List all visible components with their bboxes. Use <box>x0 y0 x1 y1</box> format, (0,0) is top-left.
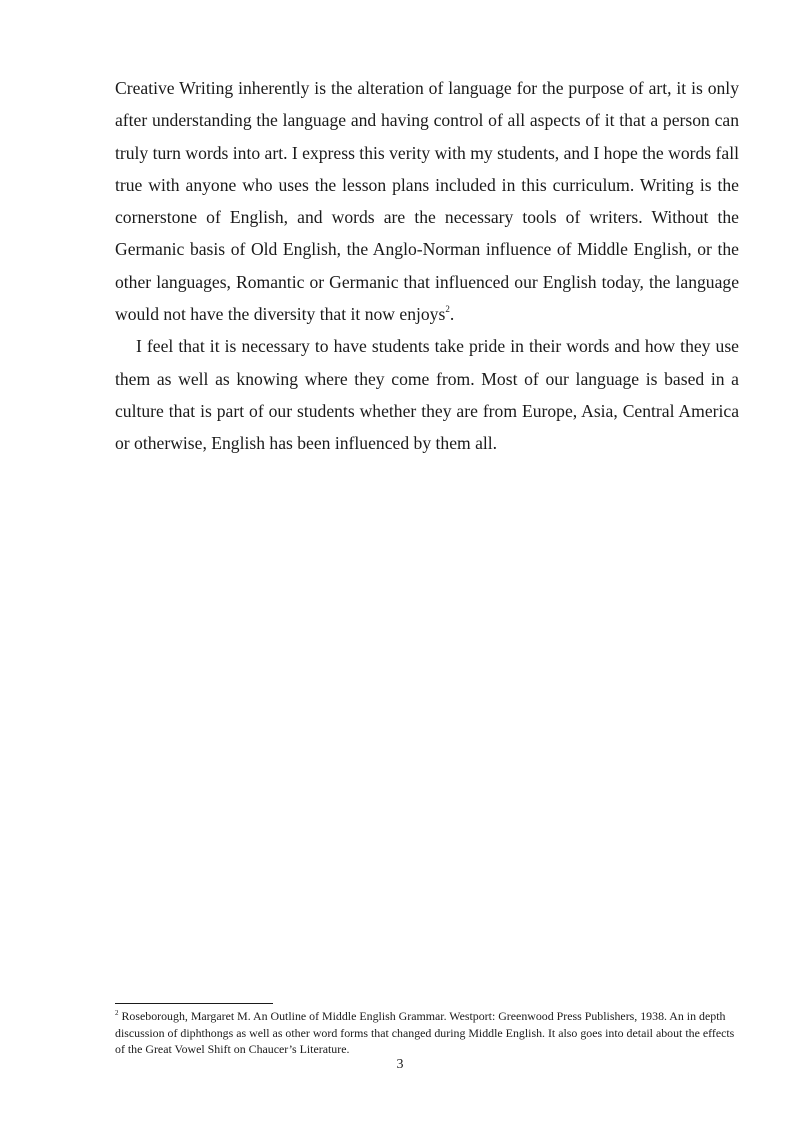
paragraph-1 <box>115 72 739 330</box>
footnote <box>115 1008 739 1058</box>
paragraph-1-text: Creative Writing inherently is the alteration of language for the purpose of art, it is only after understanding the language and having control of all aspects of it that a person can truly turn words into art. I express this verity with my students, and I hope the words fall true with anyone who uses the lesson plans included in this curriculum. Writing is the cornerstone of English, and words are the necessary tools of writers. Without the Germanic basis of Old English, the Anglo-Norman influence of Middle English, or the other languages, Romantic or Germanic that influenced our English today, the language would not have the diversity that it now enjoys <box>115 78 739 325</box>
page-number: 3 <box>396 1057 404 1072</box>
paragraph-2: I feel that it is necessary to have students take pride in their words and how they use them as well as knowing where they come from. Most of our language is based in a culture that is part of our students whether they are from Europe, Asia, Central America or otherwise, English has been influenced by them all. <box>115 336 739 454</box>
footnote-reference[interactable]: 2 <box>445 304 450 315</box>
body-text <box>115 72 739 460</box>
footnote-divider <box>115 1003 273 1004</box>
footnote-marker: 2 <box>115 1009 119 1018</box>
paragraph-1-tail: . <box>449 304 455 325</box>
footnote-text: Roseborough, Margaret M. An Outline of Middle English Grammar. Westport: Greenwood Press Publishers, 1938. An in depth discussion of diphthongs as well as other word forms that changed during Middle English. It also goes into detail about the effects of the Great Vowel Shift on Chaucer’s Literature. <box>115 1009 735 1057</box>
